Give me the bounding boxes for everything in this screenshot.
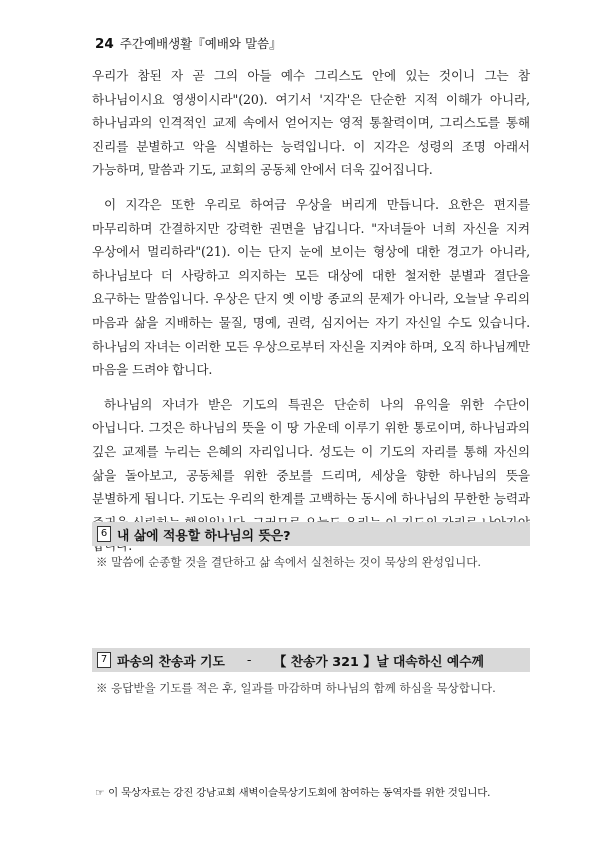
section-6-heading <box>92 522 530 546</box>
section-7-hymn: 【 찬송가 321 】날 대속하신 예수께 <box>273 654 484 670</box>
paragraph-2: 이 지각은 또한 우리로 하여금 우상을 버리게 만듭니다. 요한은 편지를 마무리하며 간결하지만 강력한 권면을 남깁니다. "자녀들아 너희 자신을 지켜 우상에서 멀리하라"(21). 이는 단지 눈에 보이는 형상에 대한 경고가 아니라, 하나님보다 더 사랑하고 의지하는 모든 대상에 대한 철저한 분별과 결단을 요구하는 말씀입니다. 우상은 단지 옛 이방 종교의 문제가 아니라, 오늘날 우리의 마음과 삶을 지배하는 물질, 명예, 권력, 심지어는 자기 자신일 수도 있습니다. 하나님의 자녀는 이러한 모든 우상으로부터 자신을 지켜야 하며, 오직 하나님께만 마음을 드려야 합니다. <box>92 196 530 378</box>
page-number: 24 <box>95 36 114 52</box>
pointing-hand-icon: ☞ <box>95 787 105 799</box>
body-text <box>92 64 530 569</box>
paragraph-1: 우리가 참된 자 곧 그의 아들 예수 그리스도 안에 있는 것이니 그는 참 하나님이시요 영생이시라"(20). 여기서 '지각'은 단순한 지적 이해가 아니라, 하나님과의 인격적인 교제 속에서 얻어지는 영적 통찰력이며, 그리스도를 통해 진리를 분별하고 악을 식별하는 능력입니다. 이 지각은 성령의 조명 아래서 가능하며, 말씀과 기도, 교회의 공동체 안에서 더욱 깊어집니다. <box>92 68 530 178</box>
section-7-title: 파송의 찬송과 기도 <box>117 654 225 670</box>
section-6-number: 6 <box>97 526 111 542</box>
section-7-separator: - <box>246 652 252 668</box>
page-header-title: 주간예배생활『예배와 말씀』 <box>119 36 282 51</box>
section-6-title: 내 삶에 적용할 하나님의 뜻은? <box>117 528 291 544</box>
section-7-number: 7 <box>97 652 111 668</box>
section-6 <box>92 522 530 570</box>
section-7 <box>92 648 530 696</box>
page-footer <box>95 784 490 799</box>
section-7-heading <box>92 648 530 672</box>
footer-text: 이 묵상자료는 강진 강남교회 새벽이슬묵상기도회에 참여하는 동역자를 위한 것입니다. <box>108 787 491 799</box>
page-header <box>95 34 282 52</box>
paragraph-3: 하나님의 자녀가 받은 기도의 특권은 단순히 나의 유익을 위한 수단이 아닙니다. 그것은 하나님의 뜻을 이 땅 가운데 이루기 위한 통로이며, 하나님과의 깊은 교제를 누리는 은혜의 자리입니다. 성도는 이 기도의 자리를 통해 자신의 삶을 돌아보고, 공동체를 위한 중보를 드리며, 세상을 향한 하나님의 뜻을 분별하게 됩니다. 기도는 우리의 한계를 고백하는 동시에 하나님의 무한한 능력과 <box>92 396 530 507</box>
section-6-note: ※ 말씀에 순종할 것을 결단하고 삶 속에서 실천하는 것이 묵상의 완성입니다. <box>96 555 481 569</box>
section-7-note: ※ 응답받을 기도를 적은 후, 일과를 마감하며 하나님의 함께 하심을 묵상합니다. <box>96 681 496 695</box>
